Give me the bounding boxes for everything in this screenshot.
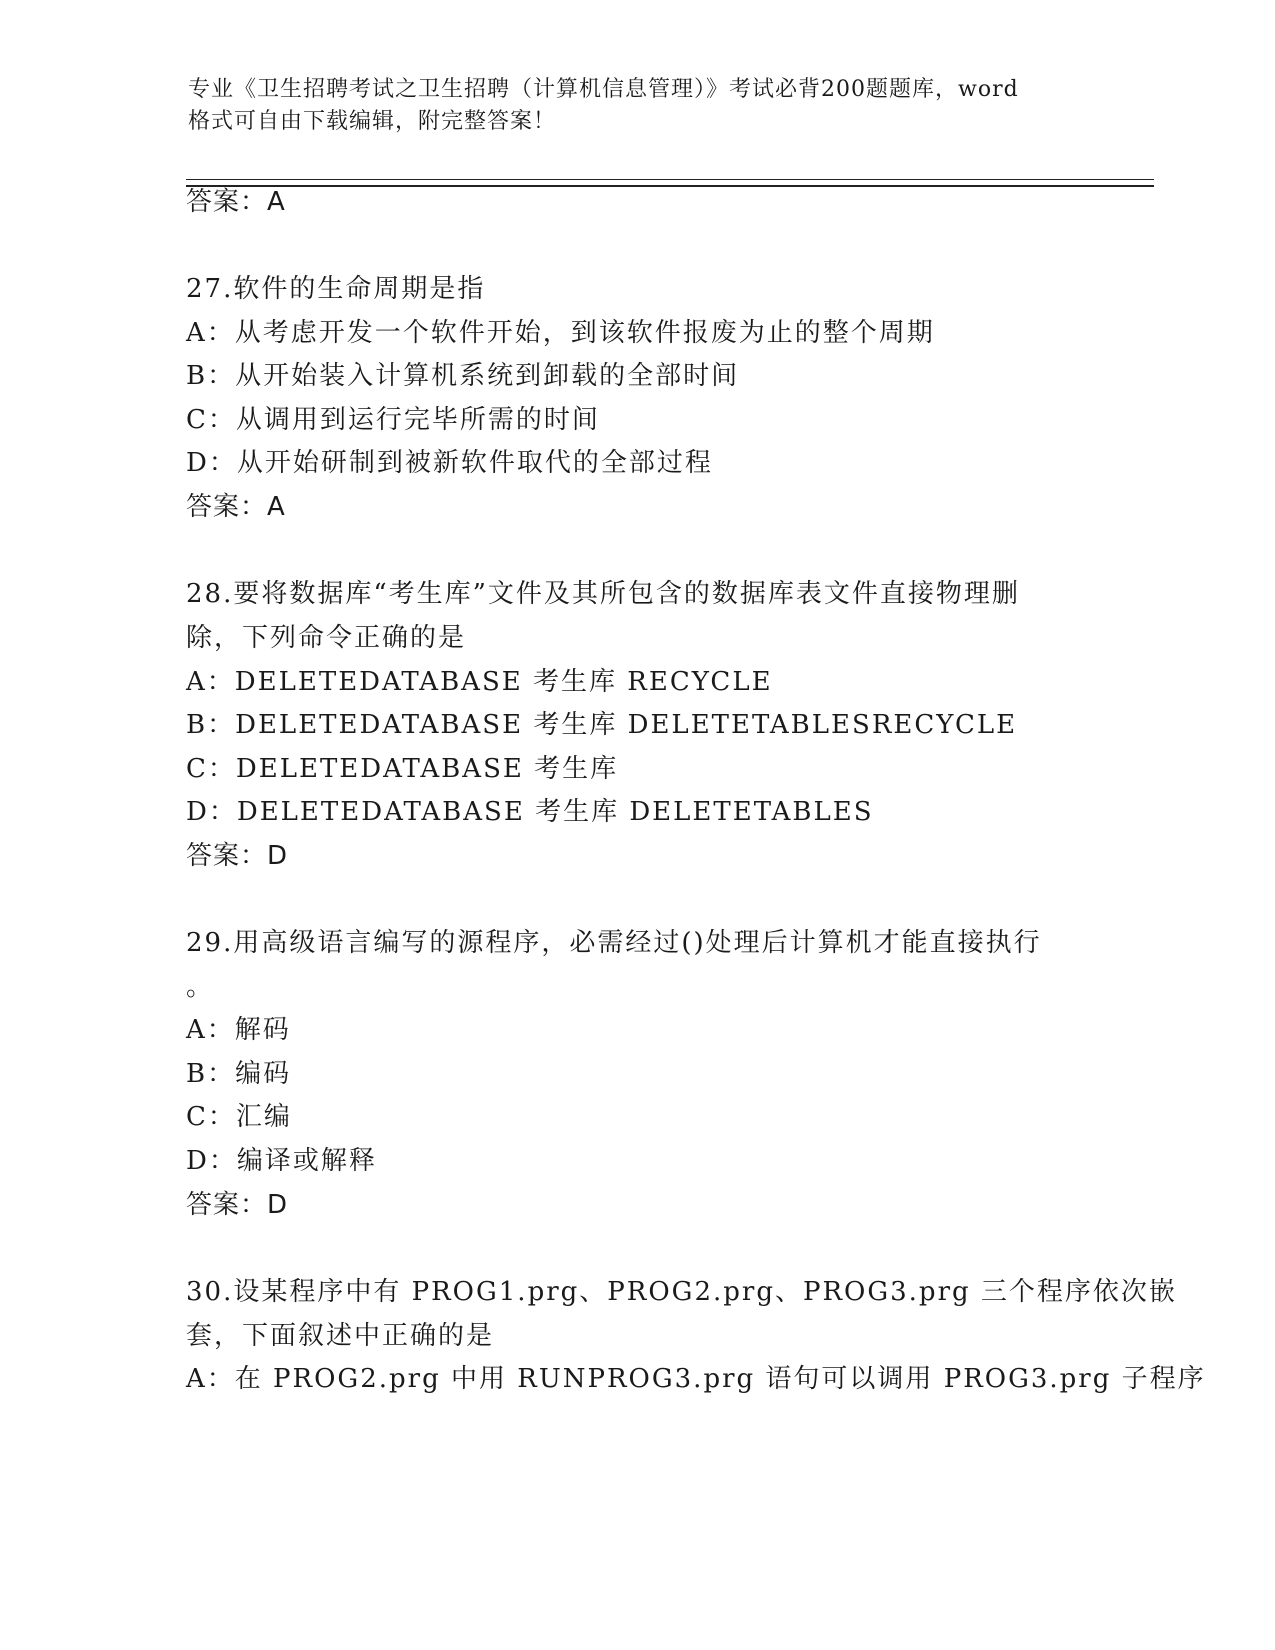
answer-label: 答案：A	[186, 187, 286, 217]
header-line-1: 专业《卫生招聘考试之卫生招聘（计算机信息管理）》考试必背200题题库，word	[188, 77, 1019, 102]
option-a: A：DELETEDATABASE 考生库 RECYCLE	[186, 667, 773, 697]
answer-label: 答案：D	[186, 841, 289, 871]
answer-label: 答案：D	[186, 1190, 289, 1220]
page-header	[188, 74, 1088, 138]
option-c: C：DELETEDATABASE 考生库	[186, 754, 619, 784]
option-b: B：编码	[186, 1059, 292, 1089]
question-stem: 28.要将数据库“考生库”文件及其所包含的数据库表文件直接物理删	[186, 579, 1020, 609]
question-stem-continued: 套，下面叙述中正确的是	[186, 1321, 495, 1351]
question-stem: 27.软件的生命周期是指	[186, 274, 486, 304]
header-line-2: 格式可自由下载编辑，附完整答案！	[188, 109, 557, 134]
answer-label: 答案：A	[186, 492, 286, 522]
option-d: D：DELETEDATABASE 考生库 DELETETABLES	[186, 797, 874, 827]
option-c: C：从调用到运行完毕所需的时间	[186, 405, 600, 435]
option-a: A：在 PROG2.prg 中用 RUNPROG3.prg 语句可以调用 PROG3.prg 子程序	[186, 1364, 1206, 1394]
question-stem-continued: 。	[186, 972, 215, 1002]
option-c: C：汇编	[186, 1102, 292, 1132]
option-a: A：从考虑开发一个软件开始，到该软件报废为止的整个周期	[186, 318, 935, 348]
option-d: D：从开始研制到被新软件取代的全部过程	[186, 448, 713, 478]
option-b: B：DELETEDATABASE 考生库 DELETETABLESRECYCLE	[186, 710, 1018, 740]
option-a: A：解码	[186, 1015, 291, 1045]
option-b: B：从开始装入计算机系统到卸载的全部时间	[186, 361, 740, 391]
header-divider	[186, 179, 1154, 187]
question-stem-continued: 除，下列命令正确的是	[186, 623, 467, 653]
question-stem: 30.设某程序中有 PROG1.prg、PROG2.prg、PROG3.prg 三个程序依次嵌	[186, 1277, 1177, 1307]
question-stem: 29.用高级语言编写的源程序，必需经过()处理后计算机才能直接执行	[186, 928, 1042, 958]
option-d: D：编译或解释	[186, 1146, 377, 1176]
